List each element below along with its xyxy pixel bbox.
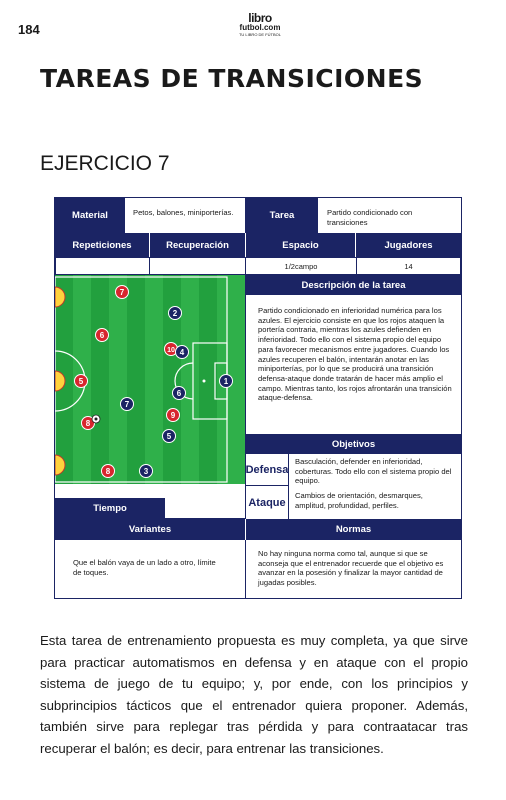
blue-player-7 xyxy=(121,398,134,411)
svg-text:6: 6 xyxy=(99,331,105,340)
ball-icon xyxy=(92,415,100,423)
chapter-title: TAREAS DE TRANSICIONES xyxy=(40,64,424,93)
pitch-diagram xyxy=(55,275,245,484)
material-label: Material xyxy=(55,198,125,233)
publisher-logo xyxy=(230,12,290,37)
exercise-card xyxy=(54,197,462,599)
players-layer xyxy=(55,275,245,484)
tiempo-label: Tiempo xyxy=(55,498,165,519)
jugadores-value: 14 xyxy=(356,257,461,275)
recuperacion-label: Recuperación xyxy=(150,233,246,257)
blue-player-3 xyxy=(140,465,153,478)
normas-value: No hay ninguna norma como tal, aunque si que se aconseja que el entrenador recuerde que el objetivo es avanzar en la posesión y finalizar la mayor cantidad de jugadas posibles. xyxy=(258,549,444,588)
svg-text:4: 4 xyxy=(179,348,185,357)
svg-text:8: 8 xyxy=(85,419,91,428)
svg-text:5: 5 xyxy=(78,377,84,386)
recuperacion-value xyxy=(149,257,246,275)
red-player-6 xyxy=(96,329,109,342)
red-player-7 xyxy=(116,286,129,299)
repeticiones-value xyxy=(55,257,150,275)
svg-text:5: 5 xyxy=(166,432,172,441)
svg-text:10: 10 xyxy=(167,347,175,354)
variantes-value: Que el balón vaya de un lado a otro, límite de toques. xyxy=(73,558,216,577)
blue-player-2 xyxy=(169,307,182,320)
svg-text:7: 7 xyxy=(124,400,130,409)
espacio-value: 1/2campo xyxy=(245,257,357,275)
normas-label: Normas xyxy=(246,519,461,540)
svg-text:9: 9 xyxy=(170,411,176,420)
logo-line2: futbol.com xyxy=(239,23,281,32)
body-paragraph: Esta tarea de entrenamiento propuesta es muy completa, ya que sirve para practicar automatismos en defensa y en ataque con el propio sistema de juego de tu equipo; y, por ende, con los principios y subprincipios tácticos que el entrenador quiera proponer. Además, también sirve para replegar tras pérdida y para contraatacar tras recuperar el balón; es decir, para entrenar las transiciones. xyxy=(40,633,468,756)
jugadores-label: Jugadores xyxy=(356,233,461,257)
svg-text:1: 1 xyxy=(223,377,229,386)
svg-text:7: 7 xyxy=(119,288,125,297)
ataque-label: Ataque xyxy=(246,486,289,519)
svg-text:2: 2 xyxy=(172,309,178,318)
variantes-label: Variantes xyxy=(55,519,246,540)
logo-line3: TU LIBRO DE FÚTBOL xyxy=(238,32,281,37)
repeticiones-label: Repeticiones xyxy=(55,233,150,257)
tarea-label: Tarea xyxy=(246,198,318,233)
tarea-value: Partido condicionado con transiciones xyxy=(327,208,413,227)
blue-player-6 xyxy=(173,387,186,400)
espacio-label: Espacio xyxy=(246,233,356,257)
divider xyxy=(245,540,246,598)
svg-text:8: 8 xyxy=(105,467,111,476)
page-number: 184 xyxy=(18,22,40,37)
objetivos-label: Objetivos xyxy=(246,434,461,454)
red-player-8-bottom xyxy=(102,465,115,478)
logo-line1: libro xyxy=(248,11,272,25)
defensa-label: Defensa xyxy=(246,454,289,486)
blue-player-4 xyxy=(176,346,189,359)
svg-text:3: 3 xyxy=(143,467,149,476)
blue-goalkeeper-1 xyxy=(220,375,233,388)
descripcion-label: Descripción de la tarea xyxy=(246,275,461,295)
red-player-5 xyxy=(75,375,88,388)
svg-text:6: 6 xyxy=(176,389,182,398)
tiempo-value xyxy=(165,498,245,519)
descripcion-value: Partido condicionado en inferioridad numérica para los azules. El ejercicio consiste en que los rojos ataquen la portería contraria, mientras los azules defienden en inferioridad. Todo ello con el sistema propio del equipo para favorecer mecanismos entre jugadores. Cuando los azules recuperen el balón, intentarán anotar en las miniporterías, por lo que se producirá una transición defensa-ataque donde tratarán de hacer más amplio el campo. Mientras tanto, los rojos afrontarán una transición ataque-defensa. xyxy=(258,306,452,403)
material-value: Petos, balones, miniporterías. xyxy=(133,208,234,217)
blue-player-5 xyxy=(163,430,176,443)
red-player-9 xyxy=(167,409,180,422)
ataque-value: Cambios de orientación, desmarques, amplitud, profundidad, perfiles. xyxy=(295,491,423,510)
exercise-title: EJERCICIO 7 xyxy=(40,152,170,175)
defensa-value: Basculación, defender en inferioridad, coberturas. Todo ello con el sistema propio del equipo. xyxy=(295,457,452,486)
